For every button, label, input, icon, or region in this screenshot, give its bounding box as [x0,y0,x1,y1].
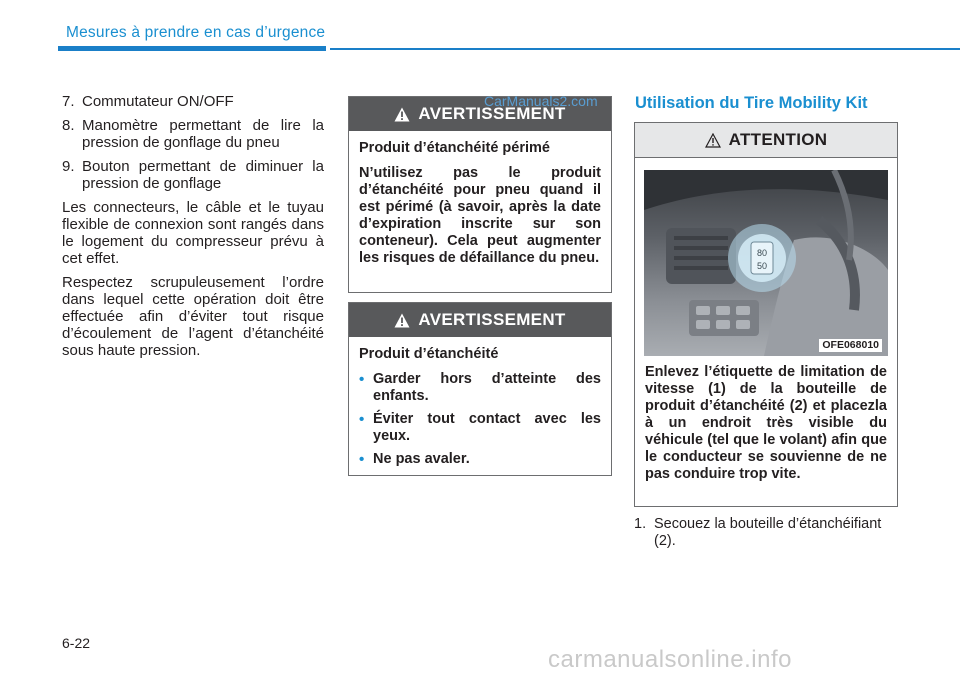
header-rule-thin [330,48,960,50]
bullet-icon: • [359,371,365,388]
attention-body [635,356,897,500]
list-item [359,451,601,468]
attention-box [634,122,898,507]
bullet-icon: • [359,411,365,428]
list-item [62,93,324,110]
warning-triangle-icon [705,133,721,148]
step-text: Secouez la bouteille d’étanchéifiant (2). [654,516,882,549]
warning-triangle-icon [394,313,410,328]
item-text: Bouton permettant de diminuer la pression de gonflage [82,158,324,192]
item-text: Manomètre permettant de lire la pression de gonflage du pneu [82,117,324,151]
item-text: Commutateur ON/OFF [82,93,234,110]
body-paragraph: Les connecteurs, le câble et le tuyau flexible de connexion sont rangés dans le logement du compresseur prévu à cet effet. [62,199,324,267]
warning-box-expired-sealant [348,96,612,293]
section-title: Utilisation du Tire Mobility Kit [635,94,868,112]
watermark: CarManuals2.com [484,93,598,109]
item-number: 7. [62,93,75,110]
warning-body [349,337,611,483]
item-number: 9. [62,158,75,175]
list-item [62,117,324,151]
warning-box-sealant [348,302,612,476]
bullet-text: Éviter tout contact avec les yeux. [373,411,601,444]
warning-title: Produit d’étanchéité périmé [359,140,550,156]
image-code: OFE068010 [819,339,882,352]
attention-heading: ATTENTION [728,130,828,149]
list-item [62,158,324,192]
warning-header [349,303,611,337]
bullet-text: Garder hors d’atteinte des enfants. [373,371,601,404]
step-number: 1. [634,516,647,532]
warning-title: Produit d’étanchéité [359,346,499,362]
chapter-title: Mesures à prendre en cas d’urgence [66,24,326,41]
warning-text: N’utilisez pas le produit d’étanchéité pour pneu quand il est périmé (à savoir, après la date d’expiration inscrite sur son conteneur). Cela peut augmenter les risques de défaillance du pneu. [359,165,601,266]
footer-watermark: carmanualsonline.info [548,646,792,673]
dashboard-photo [644,170,888,356]
body-paragraph: Respectez scrupuleusement l’ordre dans lequel cette opération doit être effectuée afin d’éviter tout risque d’écoulement de l’agent d’étanchéité sous haute pression. [62,274,324,359]
warning-triangle-icon [394,107,410,122]
left-column [62,93,324,366]
page-number: 6-22 [62,635,91,651]
speed-label-top: 80 [756,248,768,258]
list-item [359,371,601,405]
header-rule-thick [58,46,326,51]
speed-label-bottom: 50 [756,261,768,271]
attention-header [635,123,897,158]
bullet-icon: • [359,451,365,468]
item-number: 8. [62,117,75,134]
list-item [359,411,601,445]
warning-body [349,131,611,284]
step-item [634,516,898,550]
dashboard-illustration [644,170,888,356]
attention-text: Enlevez l’étiquette de limitation de vitesse (1) de la bouteille de produit d’étanchéité (2) et placezla à un endroit très visible du véhicule (tel que le volant) afin que le conducteur se souvienne de ne pas conduire trop vite. [645,364,887,482]
bullet-text: Ne pas avaler. [373,451,470,467]
warning-heading: AVERTISSEMENT [418,104,566,123]
warning-heading: AVERTISSEMENT [418,310,566,329]
